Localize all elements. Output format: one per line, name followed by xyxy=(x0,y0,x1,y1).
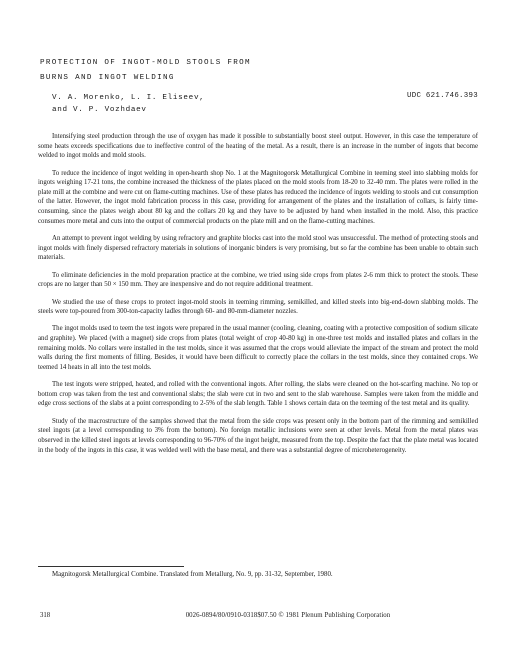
footnote: Magnitogorsk Metallurgical Combine. Translated from Metallurg, No. 9, pp. 31-32, September, 1980. xyxy=(52,571,333,578)
paragraph-1: Intensifying steel production through the use of oxygen has made it possible to substantially boost steel output. However, in this case the temperature of some heats exceeds specifications due to ineffective control of the heating of the metal. As a result, there is an increase in the number of ingots that become welded to ingot molds and mold stools. xyxy=(38,133,478,160)
copyright-line: 0026-0894/80/0910-0318$07.50 © 1981 Plenum Publishing Corporation xyxy=(185,612,391,619)
author-line-1: V. A. Morenko, L. I. Eliseev, xyxy=(52,94,205,102)
page-number: 318 xyxy=(40,612,51,619)
footnote-divider xyxy=(38,566,184,567)
document-page xyxy=(38,0,478,645)
title-line-2: BURNS AND INGOT WELDING xyxy=(40,74,175,82)
author-line-2: and V. P. Vozhdaev xyxy=(52,106,147,114)
article-body xyxy=(38,132,478,463)
paragraph-5: We studied the use of these crops to protect ingot-mold stools in teeming rimming, semikilled, and killed steels into big-end-down slabbing molds. The steels were top-poured from 300-ton-capacity ladles through 60- and 80-mm-diameter nozzles. xyxy=(38,298,478,316)
title-line-1: PROTECTION OF INGOT-MOLD STOOLS FROM xyxy=(40,59,251,67)
author-list xyxy=(52,92,204,116)
udc-code: UDC 621.746.393 xyxy=(406,92,478,100)
paragraph-4: To eliminate deficiencies in the mold preparation practice at the combine, we tried using side crops from plates 2-6 mm thick to protect the stools. These crops are no larger than 50 × 150 mm. They are inexpensive and do not require additional treatment. xyxy=(38,271,478,289)
paragraph-6: The ingot molds used to teem the test ingots were prepared in the usual manner (cooling, cleaning, coating with a protective composition of sodium silicate and graphite). We placed (with a magnet) side crops from plates (total weight of crop 40-80 kg) in one-three test molds and installed plates and collars in the remaining molds. No collars were installed in the test molds, since it was assumed that the crops would alleviate the impact of the stream and protect the mold walls during the first moments of filling. Besides, it would have been difficult to correctly place the collars in the test molds, since they contained crops. We teemed 14 heats in all into the test molds. xyxy=(38,325,478,371)
paragraph-2: To reduce the incidence of ingot welding in open-hearth shop No. 1 at the Magnitogorsk Metallurgical Combine in teeming steel into slabbing molds for ingots weighing 17-21 tons, the combine increased the thickness of the plates placed on the mold stools from 18-20 to 32-40 mm. The plates were rolled in the plate mill at the combine and were cut on flame-cutting machines. Use of these plates has reduced the incidence of ingots welding to stools and cut consumption of the latter. However, the ingot mold fabrication process in this case, providing for arrangement of the plates and the installation of collars, is fairly time-consuming, since the plates weigh about 80 kg and the collars 20 kg and they have to be adjusted by hand when installed in the mold. Also, this practice consumes more metal and cuts into the output of commercial products on the plate mill and on the flame-cutting machines. xyxy=(38,169,478,225)
paragraph-7: The test ingots were stripped, heated, and rolled with the conventional ingots. After rolling, the slabs were cleaned on the hot-scarfing machine. No top or bottom crop was taken from the test and conventional slabs; the slab were cut in two and sent to the slab warehouse. Samples were taken from the middle and edge cross sections of the slabs at a point corresponding to 2-5% of the slab length. Table 1 shows certain data on the teeming of the test metal and its quality. xyxy=(38,381,478,408)
article-title xyxy=(40,56,251,86)
paragraph-3: An attempt to prevent ingot welding by using refractory and graphite blocks cast into the mold stool was unsuccessful. The method of protecting stools and ingot molds with finely dispersed refractory materials in solutions of inorganic binders is very promising, but so far the combine has been unable to obtain such materials. xyxy=(38,234,478,262)
paragraph-8: Study of the macrostructure of the samples showed that the metal from the side crops was present only in the bottom part of the rimming and semikilled steel ingots (at a level corresponding to 3% from the bottom). No foreign metallic inclusions were seen at other levels. Metal from the metal plates was observed in the killed steel ingots at levels corresponding to 96-70% of the ingot height, measured from the top. Despite the fact that the plate metal was located in the body of the ingots in this case, it was welded well with the base metal, and there was a substantial degree of microheterogeneity. xyxy=(38,417,478,454)
